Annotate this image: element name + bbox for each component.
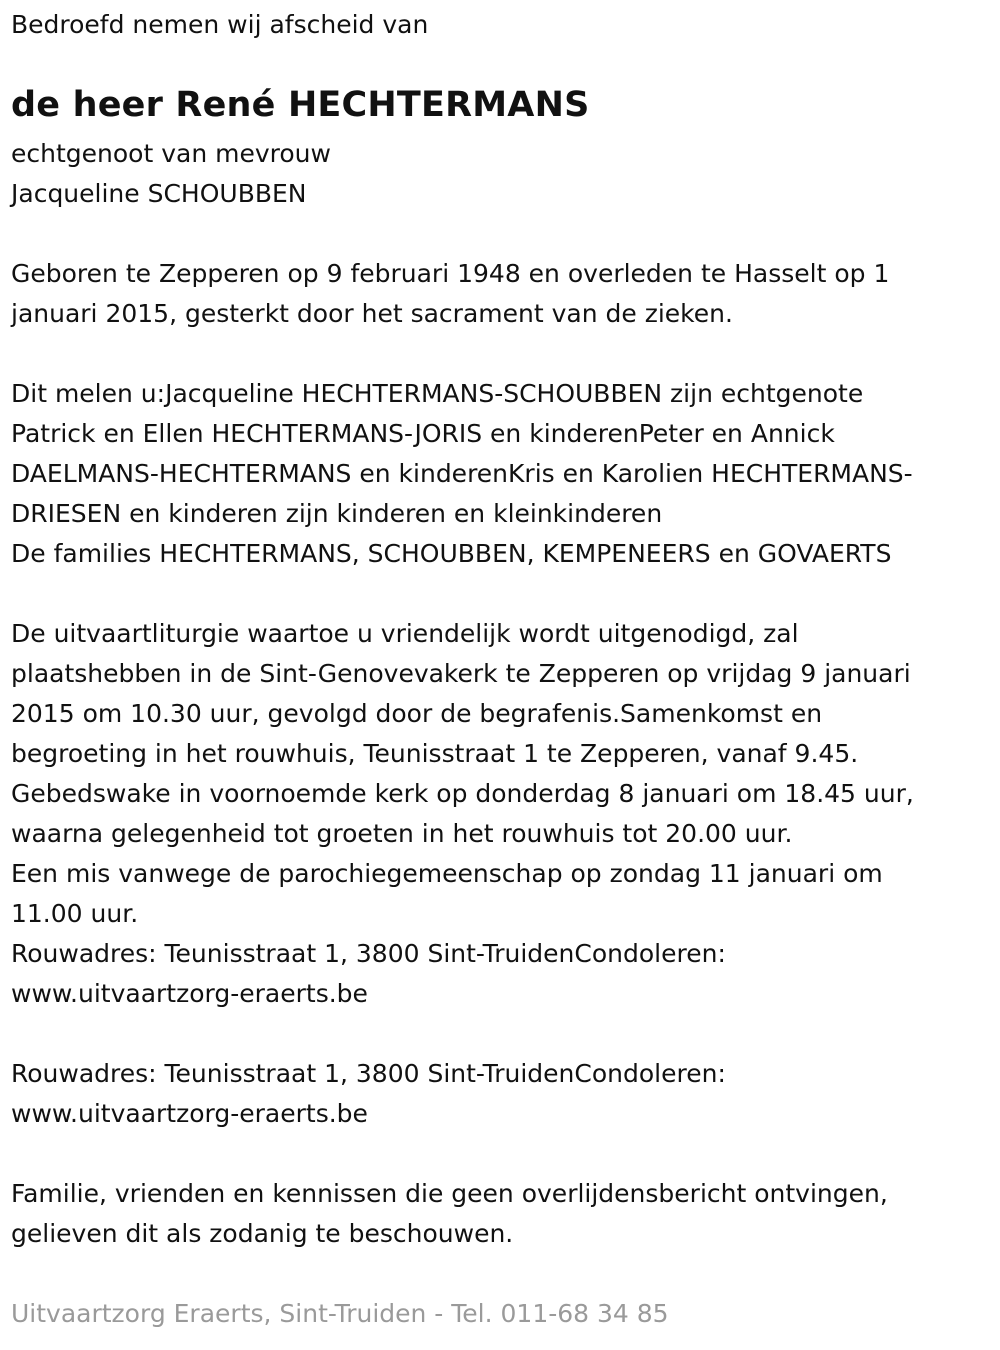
closing-line: gelieven dit als zodanig te beschouwen. <box>11 1219 514 1248</box>
funeral-line: De uitvaartliturgie waartoe u vriendelijk wordt uitgenodigd, zal <box>11 619 799 648</box>
family-line: Patrick en Ellen HECHTERMANS-JORIS en kinderenPeter en Annick <box>11 419 835 448</box>
closing-note <box>11 1174 976 1254</box>
family-line: DAELMANS-HECHTERMANS en kinderenKris en Karolien HECHTERMANS- <box>11 459 913 488</box>
family-line: Dit melen u:Jacqueline HECHTERMANS-SCHOUBBEN zijn echtgenote <box>11 379 864 408</box>
funeral-line: Rouwadres: Teunisstraat 1, 3800 Sint-TruidenCondoleren: <box>11 939 726 968</box>
family-line: DRIESEN en kinderen zijn kinderen en kleinkinderen <box>11 499 663 528</box>
spouse-line: echtgenoot van mevrouw <box>11 139 331 168</box>
family-line: De families HECHTERMANS, SCHOUBBEN, KEMPENEERS en GOVAERTS <box>11 539 892 568</box>
closing-line: Familie, vrienden en kennissen die geen overlijdensbericht ontvingen, <box>11 1179 888 1208</box>
funeral-line: plaatshebben in de Sint-Genovevakerk te Zepperen op vrijdag 9 januari <box>11 659 911 688</box>
spouse-line: Jacqueline SCHOUBBEN <box>11 179 307 208</box>
mourning-address <box>11 1054 976 1134</box>
funeral-line: Gebedswake in voornoemde kerk op donderdag 8 januari om 18.45 uur, <box>11 779 914 808</box>
funeral-line: 2015 om 10.30 uur, gevolgd door de begrafenis.Samenkomst en <box>11 699 823 728</box>
address-line: www.uitvaartzorg-eraerts.be <box>11 1099 368 1128</box>
deceased-name: de heer René HECHTERMANS <box>11 85 590 125</box>
birth-line: Geboren te Zepperen op 9 februari 1948 en overleden te Hasselt op 1 <box>11 259 890 288</box>
funeral-line: waarna gelegenheid tot groeten in het rouwhuis tot 20.00 uur. <box>11 819 793 848</box>
funeral-details <box>11 614 976 1014</box>
spouse-info <box>11 134 976 214</box>
family-announcement <box>11 374 976 574</box>
funeral-home-footer: Uitvaartzorg Eraerts, Sint-Truiden - Tel. 011-68 34 85 <box>11 1299 669 1328</box>
address-line: Rouwadres: Teunisstraat 1, 3800 Sint-TruidenCondoleren: <box>11 1059 726 1088</box>
birth-line: januari 2015, gesterkt door het sacrament van de zieken. <box>11 299 733 328</box>
funeral-line: 11.00 uur. <box>11 899 139 928</box>
funeral-line: www.uitvaartzorg-eraerts.be <box>11 979 368 1008</box>
funeral-line: begroeting in het rouwhuis, Teunisstraat 1 te Zepperen, vanaf 9.45. <box>11 739 859 768</box>
funeral-line: Een mis vanwege de parochiegemeenschap op zondag 11 januari om <box>11 859 883 888</box>
intro-text: Bedroefd nemen wij afscheid van <box>11 10 429 39</box>
birth-death-info <box>11 254 976 334</box>
